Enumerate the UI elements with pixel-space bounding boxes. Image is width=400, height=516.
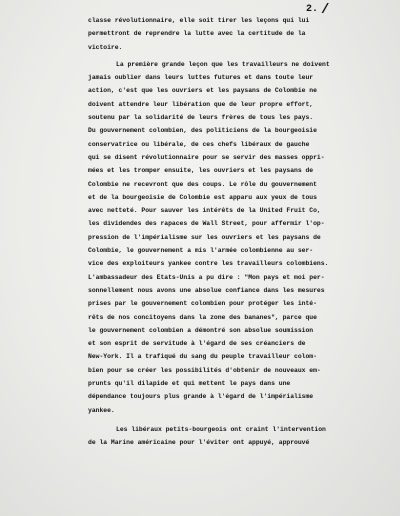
text-line: vice des exploiteurs yankee contre les travailleurs colombiens. — [88, 260, 329, 268]
text-line: et de la bourgeoisie de Colombie est apparu aux yeux de tous — [88, 193, 317, 201]
text-line: Colombie ne recevront que des coups. Le rôle du gouvernement — [88, 180, 317, 188]
text-line: mées et les tromper ensuite, les ouvriers et les paysans de — [88, 167, 314, 175]
text-line: Les libéraux petits-bourgeois ont craint l'intervention — [116, 425, 326, 433]
text-line: et son esprit de servitude à l'égard de ses créanciers de — [88, 340, 306, 348]
text-line: prises par le gouvernement colombien pour protéger les inté- — [88, 300, 317, 308]
text-line: rêts de nos concitoyens dans la zone des bananes", parce que — [88, 313, 317, 321]
text-line: soutenu par la solidarité de leurs frères de tous les pays. — [88, 114, 314, 122]
text-line: pression de l'impérialisme sur les ouvriers et les paysans de — [88, 233, 321, 241]
text-line: prunts qu'il dilapide et qui mettent le pays dans une — [88, 380, 291, 388]
text-line: les dividendes des rapaces de Wall Street, pour affermir l'op- — [88, 220, 325, 228]
text-line: permettront de reprendre la lutte avec la certitude de la — [88, 30, 306, 38]
text-line: dépendance toujours plus grande à l'égard de l'impérialisme — [88, 393, 314, 401]
text-line: bien pour se créer les possibilités d'obtenir de nouveaux em- — [88, 366, 321, 374]
text-line: Colombie, le gouvernement a mis l'armée colombienne au ser- — [88, 247, 314, 255]
text-line: doivent attendre leur libération que de leur propre effort, — [88, 100, 314, 108]
text-line: sonnellement nous avons une absolue confiance dans les mesures — [88, 286, 325, 294]
text-line: Du gouvernement colombien, des politiciens de la bourgeoisie — [88, 127, 317, 135]
text-line: La première grande leçon que les travailleurs ne doivent — [116, 60, 330, 68]
text-line: jamais oublier dans leurs luttes futures et dans toute leur — [88, 74, 314, 82]
text-line: victoire. — [88, 43, 123, 51]
text-line: avec netteté. Pour sauver les intérêts de la United Fruit Co, — [88, 207, 321, 215]
document-body — [88, 14, 390, 450]
text-line: yankee. — [88, 406, 115, 414]
text-line: qui se disent révolutionnaire pour se servir des masses oppri- — [88, 153, 325, 161]
text-line: conservatrice ou libérale, de ces chefs libéraux de gauche — [88, 140, 310, 148]
text-line: L'ambassadeur des Etats-Unis a pu dire : "Mon pays et moi per- — [88, 273, 325, 281]
text-line: classe révolutionnaire, elle soit tirer les leçons qui lui — [88, 17, 310, 24]
text-line: de la Marine américaine pour l'éviter ont appuyé, approuvé — [88, 439, 310, 447]
text-line: le gouvernement colombien a démontré son absolue soumission — [88, 326, 314, 334]
handwritten-mark: / — [321, 2, 330, 18]
page-number: 2. — [306, 4, 319, 15]
text-line: action, c'est que les ouvriers et les paysans de Colombie ne — [88, 87, 317, 95]
text-line: New-York. Il a trafiqué du sang du peuple travailleur colom- — [88, 353, 317, 361]
